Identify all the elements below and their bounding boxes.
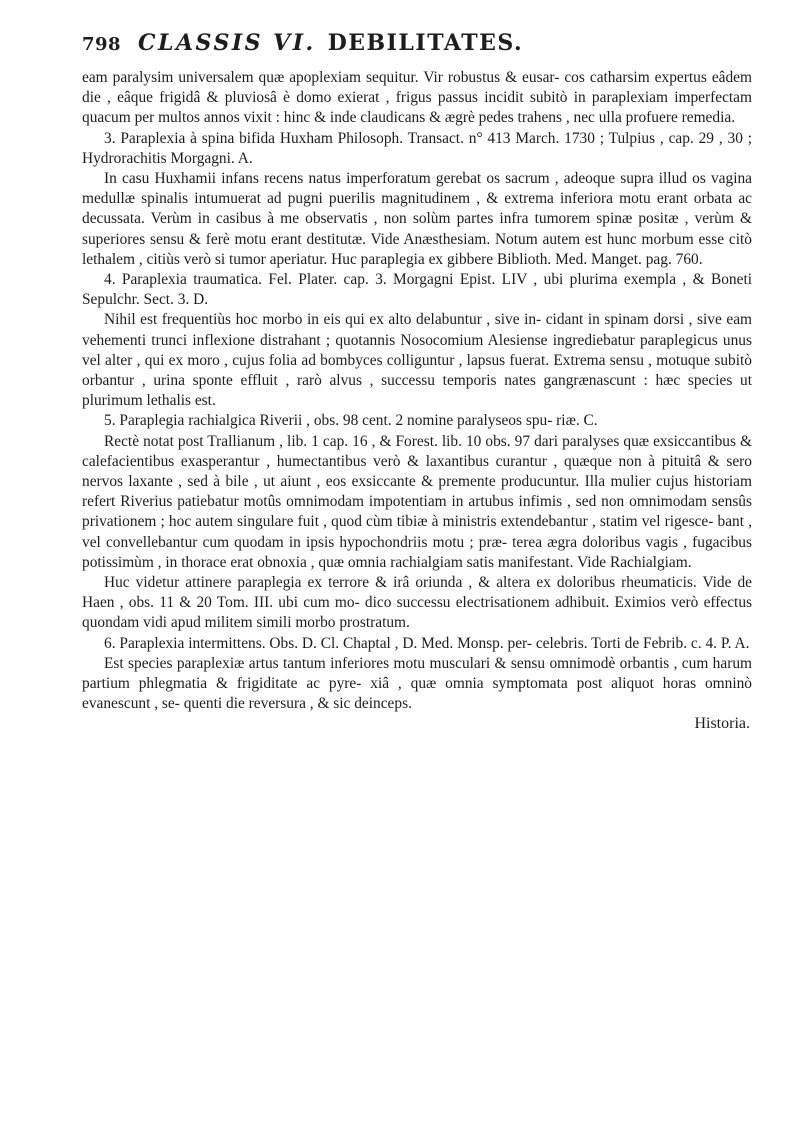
paragraph: Rectè notat post Trallianum , lib. 1 cap. 16 , & Forest. lib. 10 obs. 97 dari paralyses quæ exsiccantibus & calefacientibus exasperantur , humectantibus verò & laxantibus curantur , quæque non à pituitâ & sero nervos laxante , sed à bile , ut aiunt , eos exsiccante & premente producuntur. Illa mulier cujus historiam refert Riverius patiebatur motûs omnimodam impotentiam in artubus infimis , sed non omnimodam sensûs privationem ; hoc autem singulare fuit , quod cùm tibiæ à ministris extendebantur , statim vel rigesce- bant , vel convellebantur cum quodam in ipsis hypochondriis motu ; præ- terea ægra doloribus vagis , fugacibus potissimùm , in thorace erat obnoxia , quæ omnia rachialgiam satis manifestant. Vide Rachialgiam. xyxy=(82,432,752,571)
paragraph: Huc videtur attinere paraplegia ex terrore & irâ oriunda , & altera ex doloribus rheumaticis. Vide de Haen , obs. 11 & 20 Tom. III. ubi cum mo- dico successu electrisationem adhibuit. Eximios verò effectus quondam vidi apud militem simili morbo prostratum. xyxy=(82,574,752,632)
paragraph: eam paralysim universalem quæ apoplexiam sequitur. Vir robustus & eusar- cos catharsim expertus eâdem die , eâque frigidâ & pluviosâ è domo exierat , frigus passus incidit subitò in paraplexiam imperfectam quacum per multos annos vixit : hinc & inde claudicans & ægrè pedes trahens , nec ulla profuere remedia. xyxy=(82,69,752,127)
paragraph: 5. Paraplegia rachialgica Riverii , obs. 98 cent. 2 nomine paralyseos spu- riæ. C. xyxy=(104,412,598,430)
running-head xyxy=(82,30,752,64)
paragraph: Nihil est frequentiùs hoc morbo in eis qui ex alto delabuntur , sive in- cidant in spinam dorsi , sive eam vehementi trunci inflexione distrahant ; quotannis Nosocomium Alesiense ingrediebatur paraplegicus unus vel alter , qui ex moro , cujus folia ad bombyces colliguntur , lapsus fuerat. Extrema sensu , motuque subitò orbantur , urina sponte effluit , rarò alvus , successu temporis nates gangrænascunt : hæc species ut plurimum lethalis est. xyxy=(82,311,752,410)
class-title: CLASSIS VI. xyxy=(138,30,316,56)
paragraph: 4. Paraplexia traumatica. Fel. Plater. cap. 3. Morgagni Epist. LIV , ubi plurima exempla , & Boneti Sepulchr. Sect. 3. D. xyxy=(82,271,752,309)
body-text xyxy=(82,68,752,715)
paragraph: In casu Huxhamii infans recens natus imperforatum gerebat os sacrum , adeoque supra illud os vagina medullæ spinalis intumuerat ad pugni puerilis magnitudinem , & extrema inferiora motu erant orbata ac decussata. Verùm in casibus à me observatis , non solùm partes infra tumorem spinæ positæ , verùm & superiores sensu & ferè motu erant destitutæ. Vide Anæsthesiam. Notum autem est hunc morbum esse citò lethalem , citiùs verò si tumor aperiatur. Huc paraplegia ex gibbere Biblioth. Med. Manget. pag. 760. xyxy=(82,170,752,268)
paragraph: Est species paraplexiæ artus tantum inferiores motu musculari & sensu omnimodè orbantis , cum harum partium phlegmatia & frigiditate ac pyre- xiâ , quæ omnia symptomata post aliquot horas omninò evanescunt , se- quenti die reversura , & sic deinceps. xyxy=(82,654,752,713)
book-page xyxy=(82,30,752,1120)
catchword: Historia. xyxy=(694,714,750,732)
paragraph: 3. Paraplexia à spina bifida Huxham Philosoph. Transact. n° 413 March. 1730 ; Tulpius , cap. 29 , 30 ; Hydrorachitis Morgagni. A. xyxy=(82,129,752,167)
page-number: 798 xyxy=(82,34,122,55)
section-title: DEBILITATES. xyxy=(327,30,524,56)
paragraph: 6. Paraplexia intermittens. Obs. D. Cl. Chaptal , D. Med. Monsp. per- celebris. Torti de Febrib. c. 4. P. A. xyxy=(104,634,750,652)
